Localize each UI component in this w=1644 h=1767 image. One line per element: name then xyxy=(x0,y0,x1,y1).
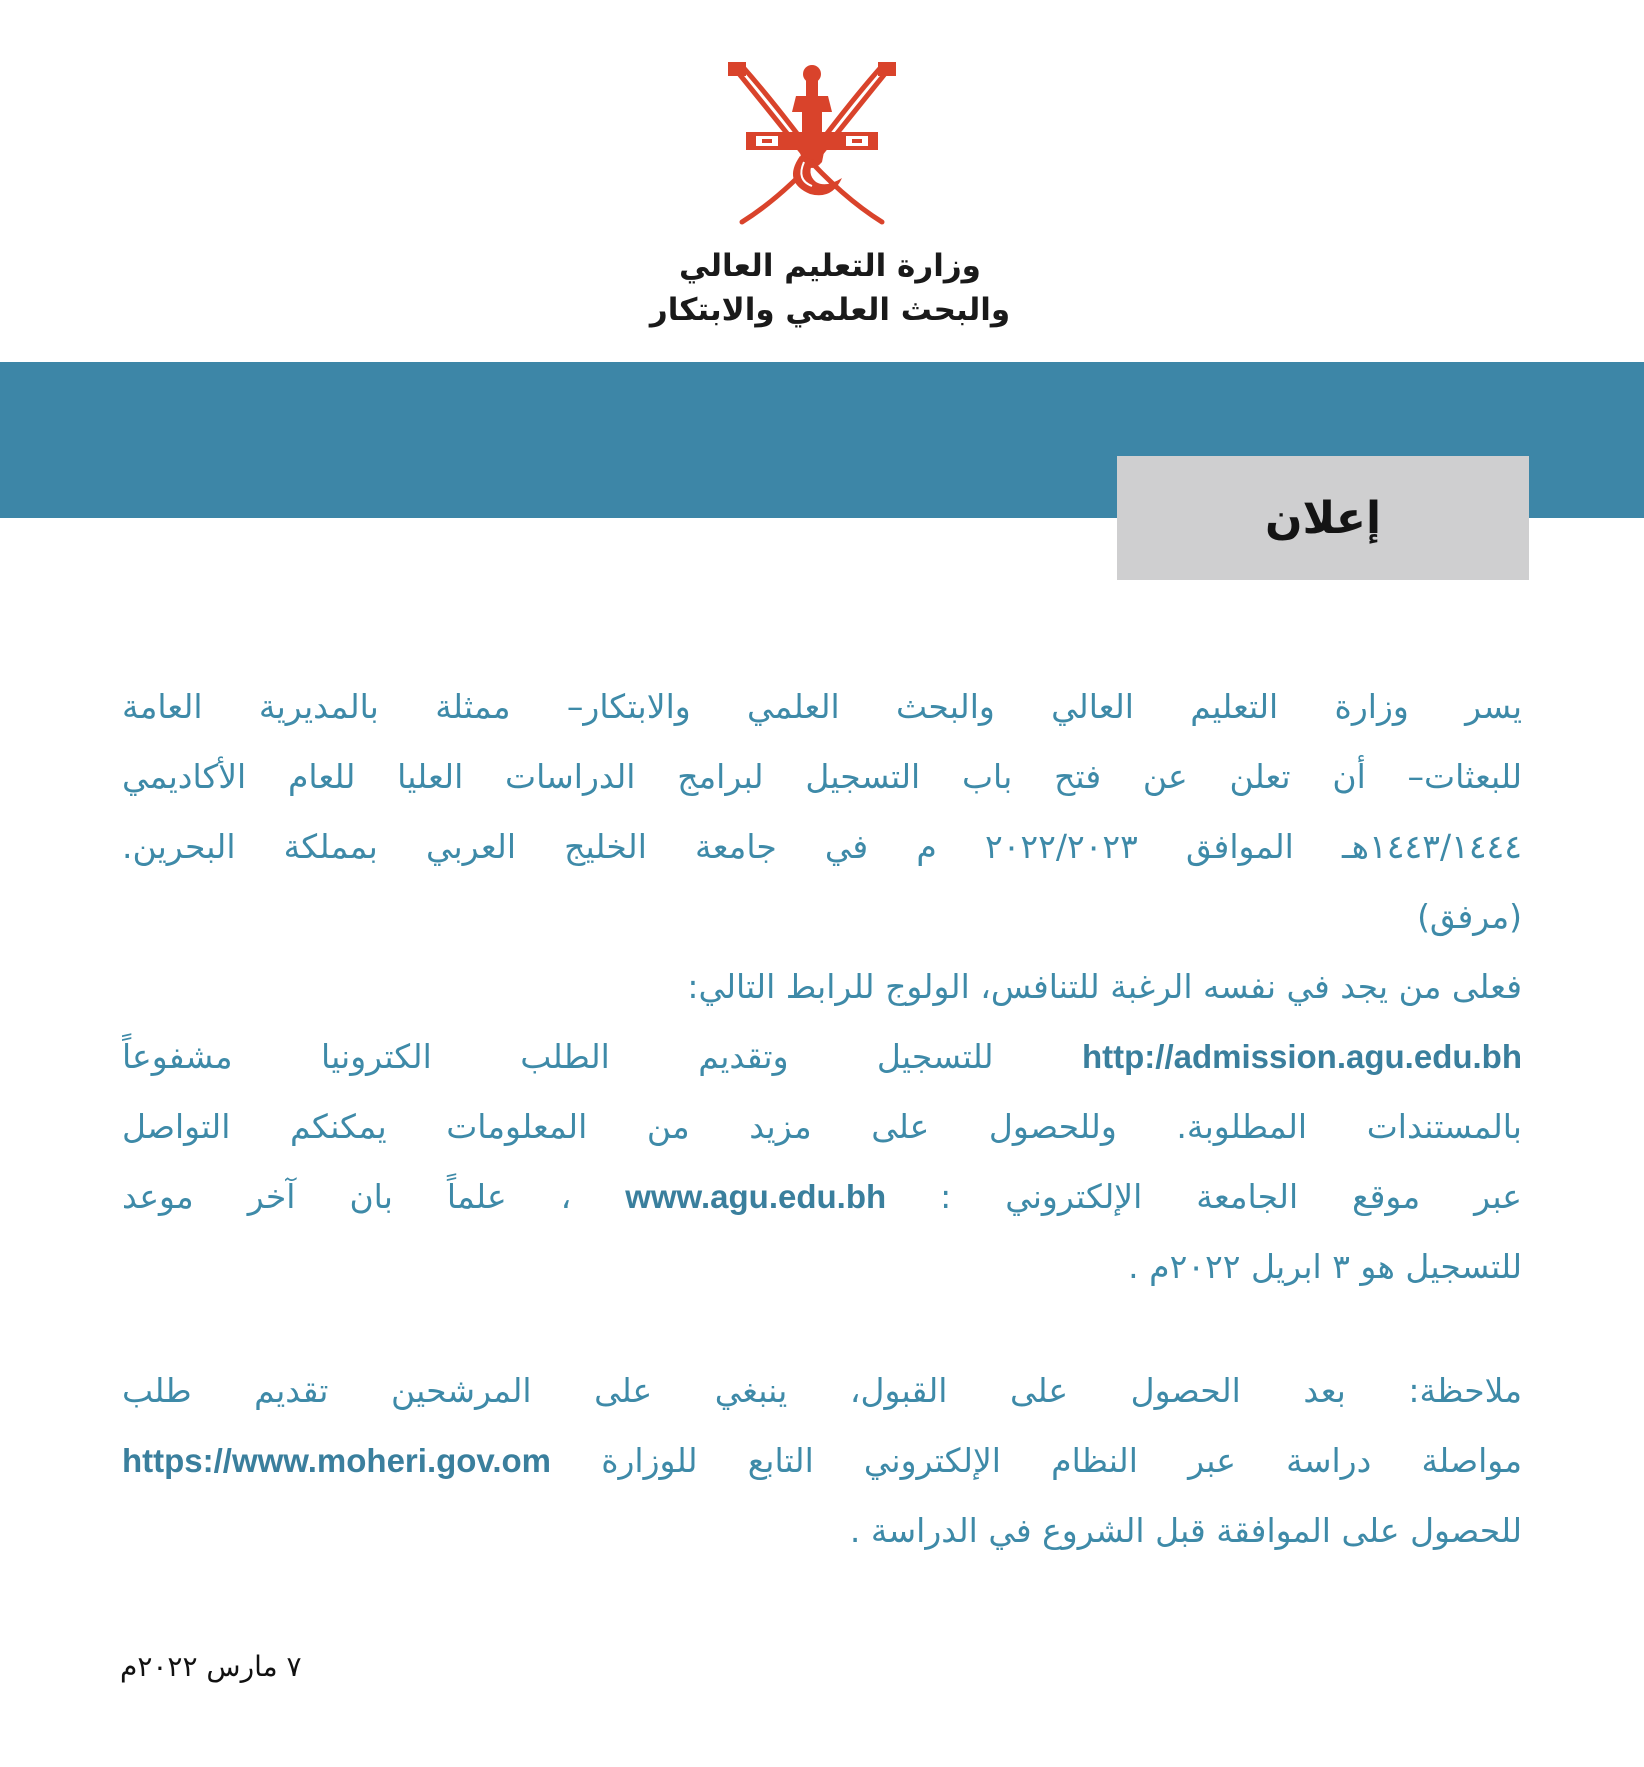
oman-khanjar-emblem-icon xyxy=(722,62,902,232)
announcement-title-box xyxy=(1117,456,1529,580)
body-line-3: ١٤٤٣/١٤٤٤هـ الموافق ٢٠٢٢/٢٠٢٣ م في جامعة الخليج العربي بمملكة البحرين. xyxy=(122,827,1522,866)
body-line-5: فعلى من يجد في نفسه الرغبة للتنافس، الولوج للرابط التالي: xyxy=(687,967,1522,1006)
body-line-9: للتسجيل هو ٣ ابريل ٢٠٢٢م . xyxy=(1128,1247,1522,1286)
body-line-1: يسر وزارة التعليم العالي والبحث العلمي والابتكار– ممثلة بالمديرية العامة xyxy=(122,687,1522,726)
note-line-2-text: مواصلة دراسة عبر النظام الإلكتروني التابع للوزارة xyxy=(601,1441,1522,1480)
announcement-body xyxy=(122,672,1522,1302)
ministry-name-line1: وزارة التعليم العالي xyxy=(679,248,981,284)
ministry-name-line2: والبحث العلمي والابتكار xyxy=(649,292,1011,328)
note-line-2 xyxy=(122,1426,1522,1496)
admission-link[interactable]: http://admission.agu.edu.bh xyxy=(1082,1038,1522,1075)
note-paragraph xyxy=(122,1356,1522,1566)
body-line-7: بالمستندات المطلوبة. وللحصول على مزيد من المعلومات يمكنكم التواصل xyxy=(122,1107,1522,1146)
body-line-8-text-after: ، علماً بان آخر موعد xyxy=(122,1177,572,1216)
body-line-8-text-before: عبر موقع الجامعة الإلكتروني : xyxy=(940,1177,1522,1216)
letterhead xyxy=(0,0,1644,362)
body-line-2: للبعثات– أن تعلن عن فتح باب التسجيل لبرامج الدراسات العليا للعام الأكاديمي xyxy=(122,757,1522,796)
note-line-1: ملاحظة: بعد الحصول على القبول، ينبغي على المرشحين تقديم طلب xyxy=(122,1371,1522,1410)
body-line-6-text: للتسجيل وتقديم الطلب الكترونيا مشفوعاً xyxy=(122,1037,994,1076)
ministry-website-link[interactable]: https://www.moheri.gov.om xyxy=(122,1442,551,1479)
body-line-6 xyxy=(122,1022,1522,1092)
announcement-title: إعلان xyxy=(1264,492,1382,544)
announcement-date: ٧ مارس ٢٠٢٢م xyxy=(120,1650,302,1683)
body-line-8 xyxy=(122,1162,1522,1232)
university-website-link[interactable]: www.agu.edu.bh xyxy=(625,1178,887,1215)
body-line-4: (مرفق) xyxy=(1417,897,1522,936)
note-line-3: للحصول على الموافقة قبل الشروع في الدراسة . xyxy=(849,1511,1522,1550)
